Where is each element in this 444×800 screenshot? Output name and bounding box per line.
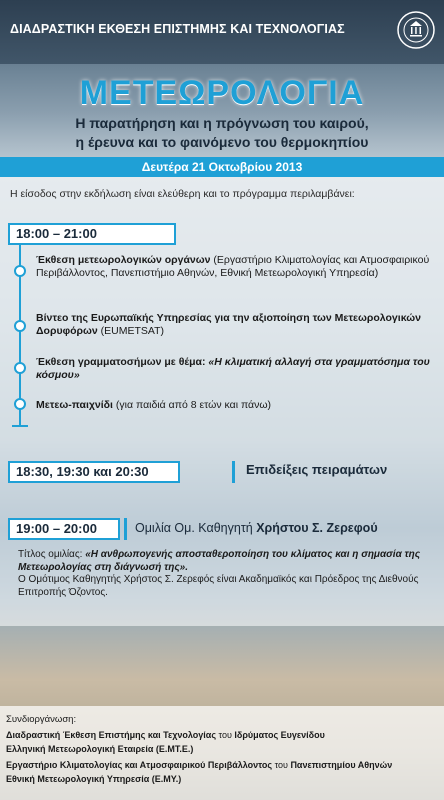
footer-line-3-university: Πανεπιστημίου Αθηνών: [290, 760, 393, 770]
subtitle: [0, 114, 444, 152]
timeline-end: [12, 425, 28, 427]
footer-panel: [0, 706, 444, 800]
program-item-1-title: Έκθεση μετεωρολογικών οργάνων: [36, 254, 211, 266]
speaker-bio: Ο Ομότιμος Καθηγητής Χρήστος Σ. Ζερεφός είναι Ακαδημαϊκός και Πρόεδρος της Διεθνούς Επιτροπής Όζοντος.: [18, 574, 419, 598]
subtitle-line-2: η έρευνα και το φαινόμενο του θερμοκηπίου: [75, 134, 369, 150]
lecture-description: [18, 549, 438, 599]
subtitle-line-1: Η παρατήρηση και η πρόγνωση του καιρού,: [75, 115, 369, 131]
program-item-4: [36, 399, 436, 412]
footer-line-3-lab: Εργαστήριο Κλιματολογίας και Ατμοσφαιρικού Περιβάλλοντος: [6, 760, 273, 770]
session2-time: 18:30, 19:30 και 20:30: [8, 461, 180, 483]
session3-accent-bar: [124, 518, 127, 540]
timeline-dot: [14, 320, 26, 332]
footer-line-3: [6, 760, 392, 771]
program-item-4-detail: (για παιδιά από 8 ετών και πάνω): [112, 399, 272, 411]
footer-line-2: Ελληνική Μετεωρολογική Εταιρεία (Ε.ΜΤ.Ε.): [6, 744, 194, 754]
timeline-dot: [14, 362, 26, 374]
timeline-dot: [14, 398, 26, 410]
program-item-2-detail: (EUMETSAT): [97, 325, 165, 337]
program-item-2-title: Βίντεο της Ευρωπαϊκής Υπηρεσίας για την αξιοποίηση των Μετεωρολογικών Δορυφόρων: [36, 312, 421, 337]
speaker-name: Χρήστου Σ. Ζερεφού: [256, 521, 378, 535]
main-title: ΜΕΤΕΩΡΟΛΟΓΙΑ: [79, 74, 365, 112]
session1-time: 18:00 – 21:00: [8, 223, 176, 245]
footer-line-1-mid: του: [216, 730, 235, 740]
header-band: [0, 0, 444, 64]
talk-prefix: Τίτλος ομιλίας:: [18, 549, 86, 560]
timeline-dot: [14, 265, 26, 277]
footer-line-1-org: Διαδραστική Έκθεση Επιστήμης και Τεχνολογίας: [6, 730, 217, 740]
program-item-2: [36, 312, 436, 338]
session3-label: [135, 521, 378, 535]
program-item-3-title: Έκθεση γραμματοσήμων με θέμα:: [36, 356, 206, 368]
footer-heading: Συνδιοργάνωση:: [6, 714, 77, 725]
footer-line-1: [6, 730, 325, 741]
program-item-3-detail: «Η κλιματική αλλαγή στα γραμματόσημα του κόσμου»: [36, 356, 430, 381]
program-item-4-title: Μετεω-παιχνίδι: [36, 399, 113, 411]
footer-line-4: Εθνική Μετεωρολογική Υπηρεσία (Ε.ΜΥ.): [6, 774, 182, 784]
footer-line-3-mid: του: [272, 760, 291, 770]
organization-title: ΔΙΑΔΡΑΣΤΙΚΗ ΕΚΘΕΣΗ ΕΠΙΣΤΗΜΗΣ ΚΑΙ ΤΕΧΝΟΛΟΓΙΑΣ: [10, 22, 345, 36]
footer-line-1-foundation: Ιδρύματος Ευγενίδου: [234, 730, 325, 740]
foundation-seal-icon: [396, 10, 436, 50]
intro-text: Η είσοδος στην εκδήλωση είναι ελεύθερη και το πρόγραμμα περιλαμβάνει:: [10, 188, 355, 200]
session3-time: 19:00 – 20:00: [8, 518, 120, 540]
program-item-1-detail: (Εργαστήριο Κλιματολογίας και Ατμοσφαιρικού Περιβάλλοντος, Πανεπιστήμιο Αθηνών, Εθνική Μετεωρολογική Υπηρεσία): [36, 254, 430, 279]
program-item-3: [36, 356, 436, 382]
session3-label-prefix: Ομιλία Ομ. Καθηγητή: [135, 521, 257, 535]
date-bar: Δευτέρα 21 Οκτωβρίου 2013: [0, 157, 444, 177]
session2-accent-bar: [232, 461, 235, 483]
session2-label: Επιδείξεις πειραμάτων: [246, 462, 388, 477]
talk-title: «Η ανθρωπογενής αποσταθεροποίηση του κλίματος και η σημασία της Μετεωρολογίας στη διάγνωσή της».: [18, 549, 421, 573]
program-item-1: [36, 254, 436, 280]
